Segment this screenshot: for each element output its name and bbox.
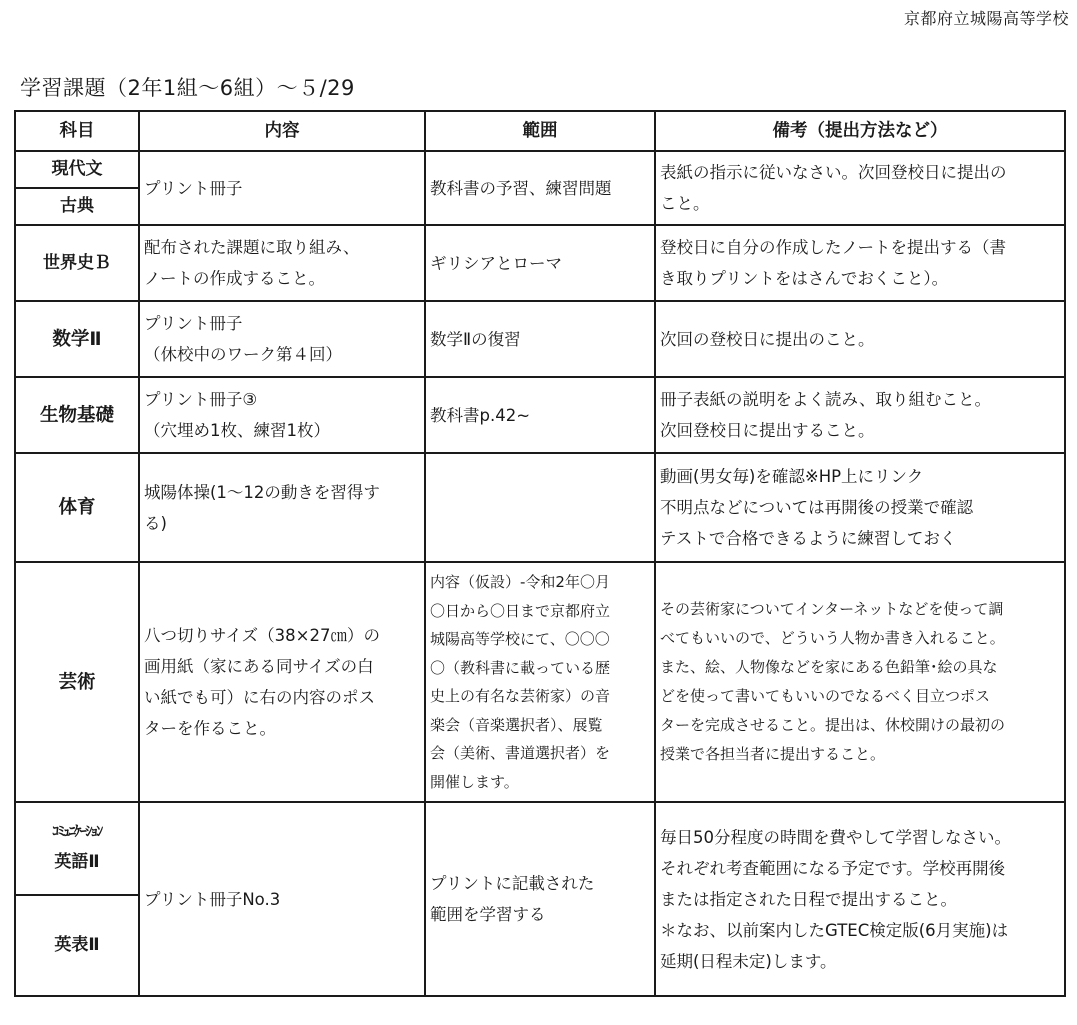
header-range: 範囲 [425,111,655,151]
subject-cell: 数学Ⅱ [15,301,139,377]
content-line: プリント冊子 [144,314,243,333]
table-row [15,225,1065,301]
content-line: 城陽体操(1～12の動きを習得す [144,482,380,502]
notes-cell [655,453,1065,562]
subject-cell: 芸術 [15,562,139,802]
content-line: （穴埋め1枚、練習1枚） [144,421,330,440]
notes-line: または指定された日程で提出すること。 [660,889,957,909]
table-row [15,151,1065,188]
content-cell: プリント冊子No.3 [139,802,425,996]
subject-cell: 体育 [15,453,139,562]
header-content: 内容 [139,111,425,151]
subject-line: 英語Ⅱ [54,851,100,872]
range-line: 〇日から〇日まで京都府立 [430,601,611,620]
subject-cell: 生物基礎 [15,377,139,453]
notes-line: 次回登校日に提出すること。 [660,421,875,440]
range-cell: 教科書p.42~ [425,377,655,453]
content-cell [139,562,425,802]
notes-line: 登校日に自分の作成したノートを提出する（書 [660,238,1007,257]
range-cell: 教科書の予習、練習問題 [425,151,655,225]
notes-line: べてもいいので、どういう人物か書き入れること。 [660,629,1005,647]
range-cell: ギリシアとローマ [425,225,655,301]
notes-cell [655,225,1065,301]
assignment-table [14,110,1066,997]
notes-line: 動画(男女毎)を確認※HP上にリンク [660,467,924,486]
subject-cell: 世界史Ｂ [15,225,139,301]
notes-line: 延期(日程未定)します。 [660,951,837,971]
content-cell [139,377,425,453]
notes-line: ＊なお、以前案内したGTEC検定版(6月実施)は [660,920,1009,940]
notes-line: き取りプリントをはさんでおくこと）。 [660,269,949,288]
content-line: ターを作ること。 [144,719,276,738]
subject-cell [15,802,139,895]
range-cell [425,802,655,996]
notes-line: 冊子表紙の説明をよく読み、取り組むこと。 [660,390,991,409]
range-line: 会（美術、書道選択者）を [430,744,611,762]
range-cell [425,562,655,802]
notes-line: テストで合格できるように練習しておく [660,529,957,548]
content-cell [139,301,425,377]
range-line: 開催します。 [430,772,519,791]
subject-cell: 英表Ⅱ [15,895,139,996]
table-row [15,562,1065,802]
notes-line: また、絵、人物像などを家にある色鉛筆･絵の具な [660,658,998,676]
notes-line: その芸術家についてインターネットなどを使って調 [660,600,1004,618]
range-line: 史上の有名な芸術家）の音 [430,687,611,705]
range-line: 内容（仮設）-令和2年〇月 [430,573,610,591]
content-line: る) [144,513,167,533]
range-cell: 数学Ⅱの復習 [425,301,655,377]
page-title: 学習課題（2年1組～6組）～５/29 [20,76,355,100]
content-cell [139,225,425,301]
table-row [15,301,1065,377]
table-row [15,802,1065,895]
notes-line: 授業で各担当者に提出すること。 [660,745,886,763]
notes-cell [655,377,1065,453]
content-line: 配布された課題に取り組み、 [144,238,360,257]
notes-line: ターを完成させること。提出は、休校開けの最初の [660,716,1006,734]
notes-line: 表紙の指示に従いなさい。次回登校日に提出の [660,163,1007,182]
range-line: 範囲を学習する [430,905,546,924]
content-cell: プリント冊子 [139,151,425,225]
content-line: い紙でも可）に右の内容のポス [144,688,375,707]
range-line: 楽会（音楽選択者）、展覧 [430,715,603,734]
notes-line: 不明点などについては再開後の授業で確認 [660,498,974,517]
subject-line: ｺﾐｭﾆｹｰｼｮﾝ [52,823,102,840]
subject-cell: 現代文 [15,151,139,188]
table-row [15,453,1065,562]
table-header-row [15,111,1065,151]
notes-line: どを使って書いてもいいのでなるべく目立つポス [660,687,991,705]
notes-cell [655,151,1065,225]
content-line: 八つ切りサイズ（38×27㎝）の [144,626,380,645]
header-subject: 科目 [15,111,139,151]
notes-cell [655,562,1065,802]
content-cell [139,453,425,562]
content-line: プリント冊子③ [144,390,258,409]
school-name: 京都府立城陽高等学校 [903,9,1069,28]
header-notes: 備考（提出方法など） [655,111,1065,151]
notes-line: それぞれ考査範囲になる予定です。学校再開後 [660,858,1006,878]
notes-line: こと。 [660,194,710,213]
content-line: ノートの作成すること。 [144,269,326,288]
range-cell [425,453,655,562]
notes-line: 毎日50分程度の時間を費やして学習しなさい。 [660,827,1011,847]
range-line: プリントに記載された [430,874,595,893]
subject-cell: 古典 [15,188,139,225]
range-line: 〇（教科書に載っている歴 [430,658,611,677]
content-line: （休校中のワーク第４回） [144,345,342,364]
content-line: 画用紙（家にある同サイズの白 [144,657,374,676]
notes-cell [655,802,1065,996]
table-row [15,377,1065,453]
notes-cell: 次回の登校日に提出のこと。 [655,301,1065,377]
range-line: 城陽高等学校にて、〇〇〇 [430,630,610,648]
